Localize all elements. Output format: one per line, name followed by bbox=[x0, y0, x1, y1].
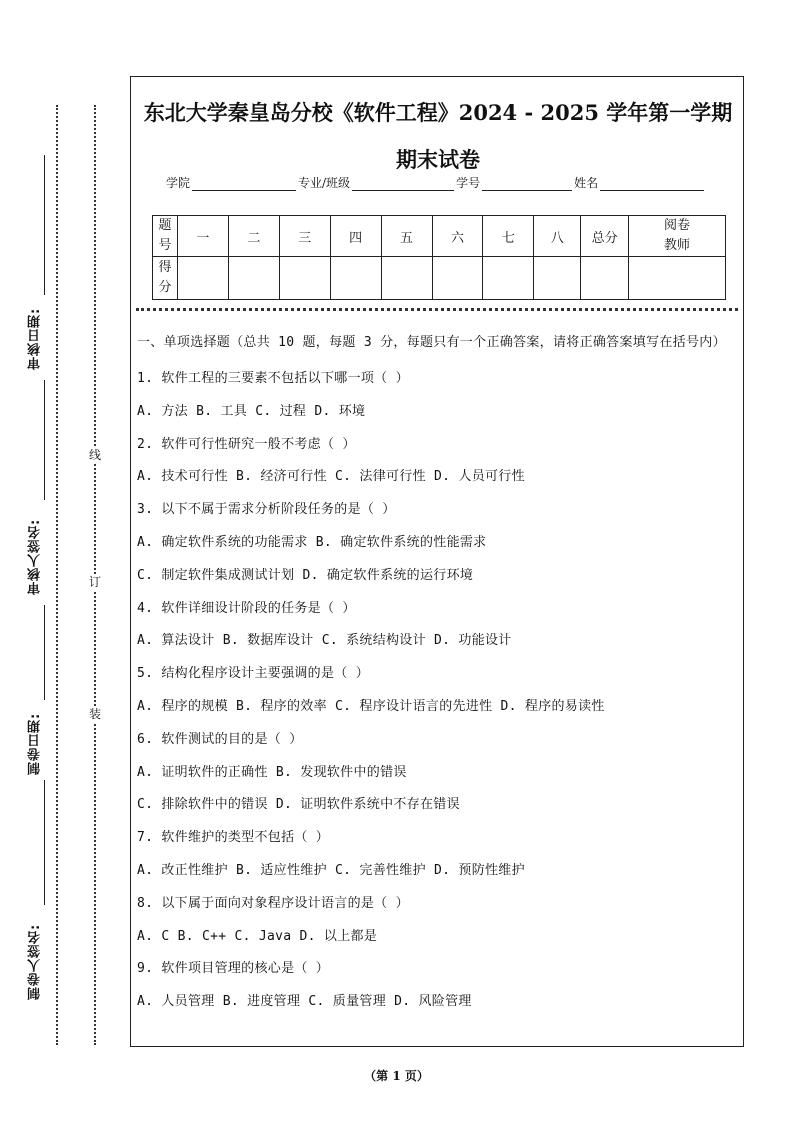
review-date-line bbox=[44, 155, 45, 295]
compiler-signature-line bbox=[44, 780, 45, 905]
question-options: A. 确定软件系统的功能需求 B. 确定软件系统的性能需求 bbox=[137, 534, 487, 550]
binding-char-staple: 订 bbox=[86, 574, 104, 590]
compile-date-line bbox=[44, 605, 45, 700]
col-header-8: 八 bbox=[534, 216, 581, 257]
exam-title: 东北大学秦皇岛分校《软件工程》2024 - 2025 学年第一学期期末试卷 bbox=[143, 100, 733, 172]
question-options: A. 程序的规模 B. 程序的效率 C. 程序设计语言的先进性 D. 程序的易读性 bbox=[137, 698, 605, 714]
student-id-label: 学号 bbox=[456, 176, 481, 190]
col-header-2: 二 bbox=[228, 216, 279, 257]
page-number: （第 1 页） bbox=[364, 1069, 429, 1083]
binding-char-line: 线 bbox=[86, 447, 104, 463]
student-info-row bbox=[166, 174, 706, 191]
question-options: A. 改正性维护 B. 适应性维护 C. 完善性维护 D. 预防性维护 bbox=[137, 862, 525, 878]
question-number-header: 题 号 bbox=[153, 216, 178, 257]
score-table bbox=[152, 215, 726, 300]
question-stem: 5. 结构化程序设计主要强调的是（ ） bbox=[137, 666, 370, 682]
exam-frame bbox=[130, 76, 744, 1047]
question-options: A. 方法 B. 工具 C. 过程 D. 环境 bbox=[137, 403, 366, 419]
name-field[interactable] bbox=[600, 178, 704, 191]
question-options: A. 人员管理 B. 进度管理 C. 质量管理 D. 风险管理 bbox=[137, 994, 472, 1010]
question-stem: 8. 以下属于面向对象程序设计语言的是（ ） bbox=[137, 895, 409, 911]
col-header-6: 六 bbox=[432, 216, 483, 257]
question-stem: 4. 软件详细设计阶段的任务是（ ） bbox=[137, 600, 356, 616]
col-header-7: 七 bbox=[483, 216, 534, 257]
dotted-separator bbox=[136, 308, 738, 311]
compile-date-label: 制卷日期: bbox=[28, 712, 43, 775]
major-class-label: 专业/班级 bbox=[298, 176, 351, 190]
question-area bbox=[137, 332, 739, 1019]
score-cell[interactable] bbox=[483, 257, 534, 300]
college-label: 学院 bbox=[166, 176, 191, 190]
outer-dotted-line bbox=[56, 105, 58, 1045]
score-cell[interactable] bbox=[432, 257, 483, 300]
score-cell[interactable] bbox=[381, 257, 432, 300]
score-cell[interactable] bbox=[534, 257, 581, 300]
score-cell[interactable] bbox=[177, 257, 228, 300]
score-table-score-row bbox=[153, 257, 726, 300]
section-heading: 一、单项选择题（总共 10 题，每题 3 分，每题只有一个正确答案，请将正确答案填写在括号内） bbox=[137, 335, 726, 350]
question-options: A. 技术可行性 B. 经济可行性 C. 法律可行性 D. 人员可行性 bbox=[137, 469, 525, 485]
question-options: C. 排除软件中的错误 D. 证明软件系统中不存在错误 bbox=[137, 797, 460, 813]
question-stem: 1. 软件工程的三要素不包括以下哪一项（ ） bbox=[137, 371, 409, 386]
grader-cell[interactable] bbox=[629, 257, 726, 300]
score-cell[interactable] bbox=[228, 257, 279, 300]
score-header: 得 分 bbox=[153, 257, 178, 300]
col-header-3: 三 bbox=[279, 216, 330, 257]
score-cell[interactable] bbox=[279, 257, 330, 300]
binding-char-bind: 装 bbox=[86, 706, 104, 722]
major-class-field[interactable] bbox=[352, 178, 454, 191]
score-cell-total[interactable] bbox=[581, 257, 629, 300]
review-date-label: 审核日期: bbox=[28, 307, 43, 370]
question-stem: 2. 软件可行性研究一般不考虑（ ） bbox=[137, 436, 356, 452]
col-header-5: 五 bbox=[381, 216, 432, 257]
col-header-total: 总分 bbox=[581, 216, 629, 257]
question-stem: 9. 软件项目管理的核心是（ ） bbox=[137, 961, 330, 977]
question-options: C. 制定软件集成测试计划 D. 确定软件系统的运行环境 bbox=[137, 567, 474, 583]
name-label: 姓名 bbox=[574, 176, 599, 190]
question-stem: 7. 软件维护的类型不包括（ ） bbox=[137, 830, 330, 846]
reviewer-signature-line bbox=[44, 380, 45, 500]
question-options: A. C B. C++ C. Java D. 以上都是 bbox=[137, 928, 378, 944]
question-stem: 3. 以下不属于需求分析阶段任务的是（ ） bbox=[137, 502, 396, 518]
question-stem: 6. 软件测试的目的是（ ） bbox=[137, 731, 303, 747]
college-field[interactable] bbox=[192, 178, 296, 191]
score-cell[interactable] bbox=[330, 257, 381, 300]
compiler-signature-label: 制卷人签名: bbox=[28, 923, 43, 1000]
col-header-4: 四 bbox=[330, 216, 381, 257]
student-id-field[interactable] bbox=[482, 178, 572, 191]
col-header-1: 一 bbox=[177, 216, 228, 257]
grader-header: 阅卷 教师 bbox=[629, 216, 726, 257]
reviewer-signature-label: 审核人签名: bbox=[28, 518, 43, 595]
score-table-header-row bbox=[153, 216, 726, 257]
binding-margin bbox=[0, 0, 125, 1122]
question-options: A. 算法设计 B. 数据库设计 C. 系统结构设计 D. 功能设计 bbox=[137, 633, 512, 649]
question-options: A. 证明软件的正确性 B. 发现软件中的错误 bbox=[137, 764, 407, 780]
